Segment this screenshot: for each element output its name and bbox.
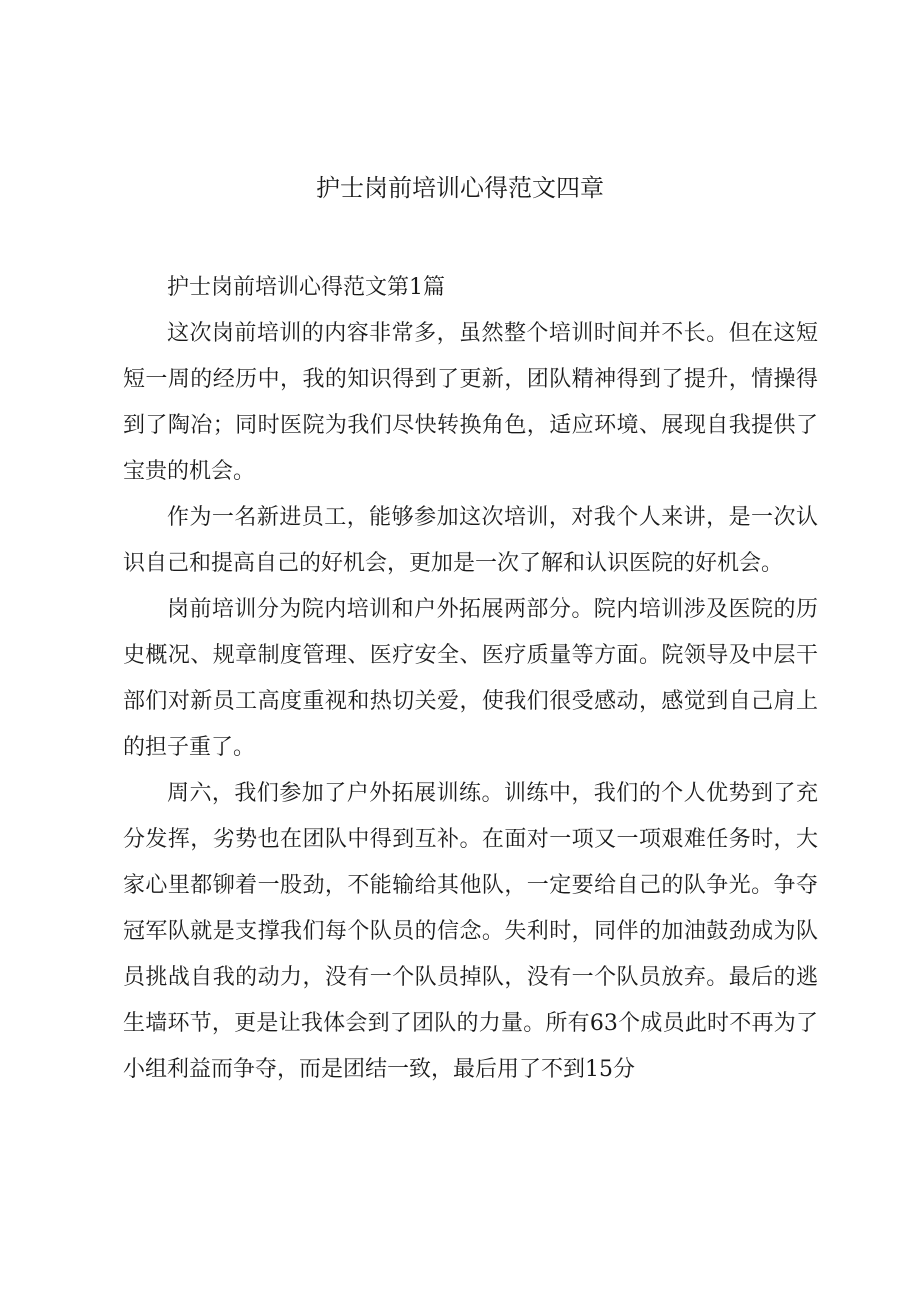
paragraph-4: 周六，我们参加了户外拓展训练。训练中，我们的个人优势到了充分发挥，劣势也在团队中得到互补。在面对一项又一项艰难任务时，大家心里都铆着一股劲，不能输给其他队，一定要给自己的队争光。争夺冠军队就是支撑我们每个队员的信念。失利时，同伴的加油鼓劲成为队员挑战自我的动力，没有一个队员掉队，没有一个队员放弃。最后的逃生墙环节，更是让我体会到了团队的力量。所有63个成员此时不再为了小组利益而争夺，而是团结一致，最后用了不到15分 bbox=[123, 781, 818, 1082]
document-title: 护士岗前培训心得范文四章 bbox=[316, 174, 604, 202]
section-heading: 护士岗前培训心得范文第1篇 bbox=[167, 275, 445, 300]
paragraph-2: 作为一名新进员工，能够参加这次培训，对我个人来讲，是一次认识自己和提高自己的好机会，更加是一次了解和认识医院的好机会。 bbox=[123, 505, 818, 576]
document-body bbox=[123, 265, 818, 1093]
paragraph-3: 岗前培训分为院内培训和户外拓展两部分。院内培训涉及医院的历史概况、规章制度管理、医疗安全、医疗质量等方面。院领导及中层干部们对新员工高度重视和热切关爱，使我们很受感动，感觉到自己肩上的担子重了。 bbox=[123, 597, 818, 760]
paragraph-1: 这次岗前培训的内容非常多，虽然整个培训时间并不长。但在这短短一周的经历中，我的知识得到了更新，团队精神得到了提升，情操得到了陶冶；同时医院为我们尽快转换角色，适应环境、展现自我提供了宝贵的机会。 bbox=[123, 321, 818, 484]
